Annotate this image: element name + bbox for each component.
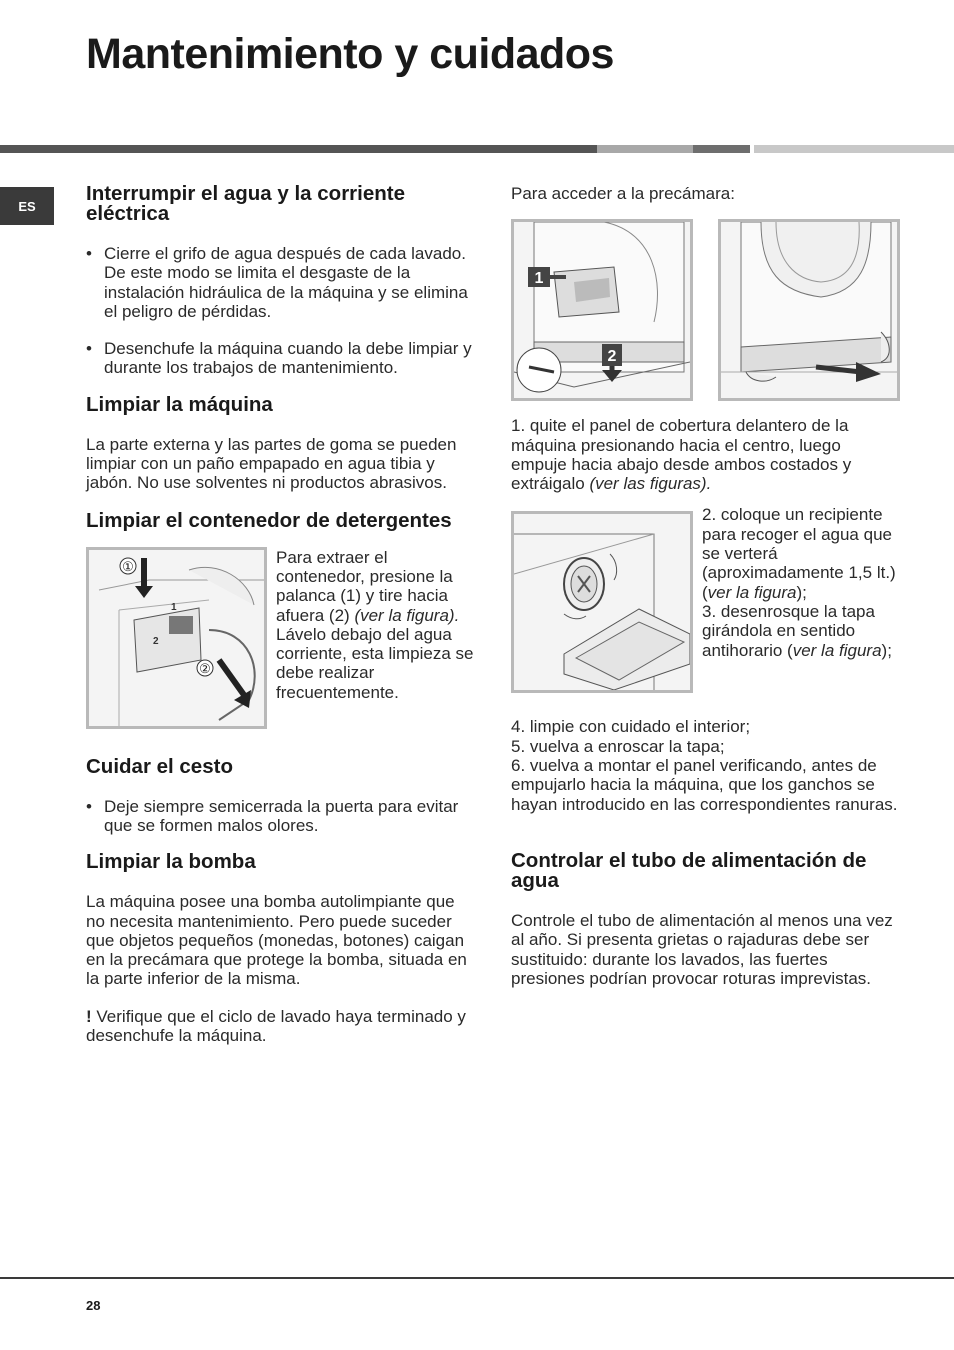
header-rule-mid (597, 145, 693, 153)
text-limpiar-contenedor (276, 548, 476, 702)
warning-text: Verifique que el ciclo de lavado haya terminado y desenchufe la máquina. (86, 1006, 466, 1046)
right-column (511, 184, 901, 988)
header-rule-light (754, 145, 954, 153)
heading-cuidar-cesto: Cuidar el cesto (86, 754, 233, 778)
bullet-puerta: • Deje siempre semicerrada la puerta para evitar que se formen malos olores. (86, 797, 476, 836)
text-step-3-a: 3. desenrosque la tapa girándola en sentido antihorario ( (702, 601, 875, 660)
page-number: 28 (86, 1298, 101, 1313)
text-step-4: 4. limpie con cuidado el interior; (511, 717, 751, 737)
fig-label-1: 1 (171, 601, 177, 613)
ref-ver-figura: (ver la figura). (354, 605, 460, 625)
heading-limpiar-bomba: Limpiar la bomba (86, 850, 256, 874)
warning-mark: ! (86, 1006, 92, 1026)
heading-controlar-tubo: Controlar el tubo de alimentación de agua (511, 848, 867, 892)
fig-step-1-label: 1 (534, 270, 544, 288)
bullet-cierre-grifo: • Cierre el grifo de agua después de cada lavado. De este modo se limita el desgaste de la instalación hidráulica de la máquina y se elimina el peligro de pérdidas. (86, 244, 476, 321)
footer-rule (0, 1277, 954, 1279)
text-step-1-a: 1. quite el panel de cobertura delantero de la máquina presionando hacia el centro, luego empuje hacia abajo desde ambos costados y extráigalo (511, 416, 852, 494)
text-step-5: 5. vuelva a enroscar la tapa; (511, 736, 725, 756)
left-column (86, 184, 476, 1045)
text-step-2-a: 2. coloque un recipiente para recoger el agua que se verterá (aproximadamente 1,5 lt.) ( (702, 505, 896, 602)
text-step-3-b: ); (881, 640, 892, 660)
figure-pull-panel (718, 219, 900, 401)
bullet-desenchufe: • Desenchufe la máquina cuando la debe limpiar y durante los trabajos de mantenimiento. (86, 339, 476, 378)
fig-label-circled-2: ② (199, 660, 211, 676)
text-step-1 (511, 416, 901, 493)
language-tab: ES (0, 187, 54, 225)
heading-limpiar-maquina: Limpiar la máquina (86, 392, 273, 416)
text-controlar-tubo: Controle el tubo de alimentación al menos una vez al año. Si presenta grietas o rajaduras debe ser sustituido: durante los lavados, las fuertes presiones podrían provocar roturas imprevistas. (511, 910, 893, 988)
text-limpiar-bomba: La máquina posee una bomba autolimpiante que no necesita mantenimiento. Pero puede suceder que objetos pequeños (monedas, botones) caigan en la precámara que protege la bomba, situada en la parte inferior de la misma. (86, 892, 467, 989)
fig-label-2: 2 (153, 635, 159, 647)
fig-label-circled-1: ① (122, 558, 134, 574)
header-rule-dark (0, 145, 597, 153)
ref-ver-la-figura-3: ver la figura (792, 640, 882, 660)
page-title: Mantenimiento y cuidados (86, 30, 614, 78)
ref-ver-las-figuras: (ver las figuras). (589, 474, 712, 494)
text-step-2-b: ); (796, 582, 807, 602)
fig-step-2-label: 2 (607, 348, 617, 366)
text-acceder-precamara: Para acceder a la precámara: (511, 184, 735, 203)
heading-interrumpir: Interrumpir el agua y la corriente eléctrica (86, 182, 405, 225)
ref-ver-la-figura-2: ver la figura (707, 582, 797, 602)
figure-detergent-drawer (86, 547, 267, 729)
warning-note (86, 1007, 476, 1046)
header-rule-dark2 (693, 145, 750, 153)
text-step-2-3 (702, 505, 898, 659)
text-limpiar-maquina: La parte externa y las partes de goma se pueden limpiar con un paño empapado en agua tibia y jabón. No use solventes ni productos abrasivos. (86, 434, 457, 493)
text-contenedor-b: Lávelo debajo del agua corriente, esta limpieza se debe realizar frecuentemente. (276, 624, 474, 702)
figure-remove-panel (511, 219, 693, 401)
figure-pump-cap (511, 511, 693, 693)
text-step-6: 6. vuelva a montar el panel verificando, antes de empujarlo hacia la máquina, que los ganchos se hayan introducido en las correspondientes ranuras. (511, 756, 898, 814)
text-contenedor-a: Para extraer el contenedor, presione la palanca (1) y tire hacia afuera (2) (276, 547, 453, 625)
heading-limpiar-contenedor: Limpiar el contenedor de detergentes (86, 508, 452, 532)
